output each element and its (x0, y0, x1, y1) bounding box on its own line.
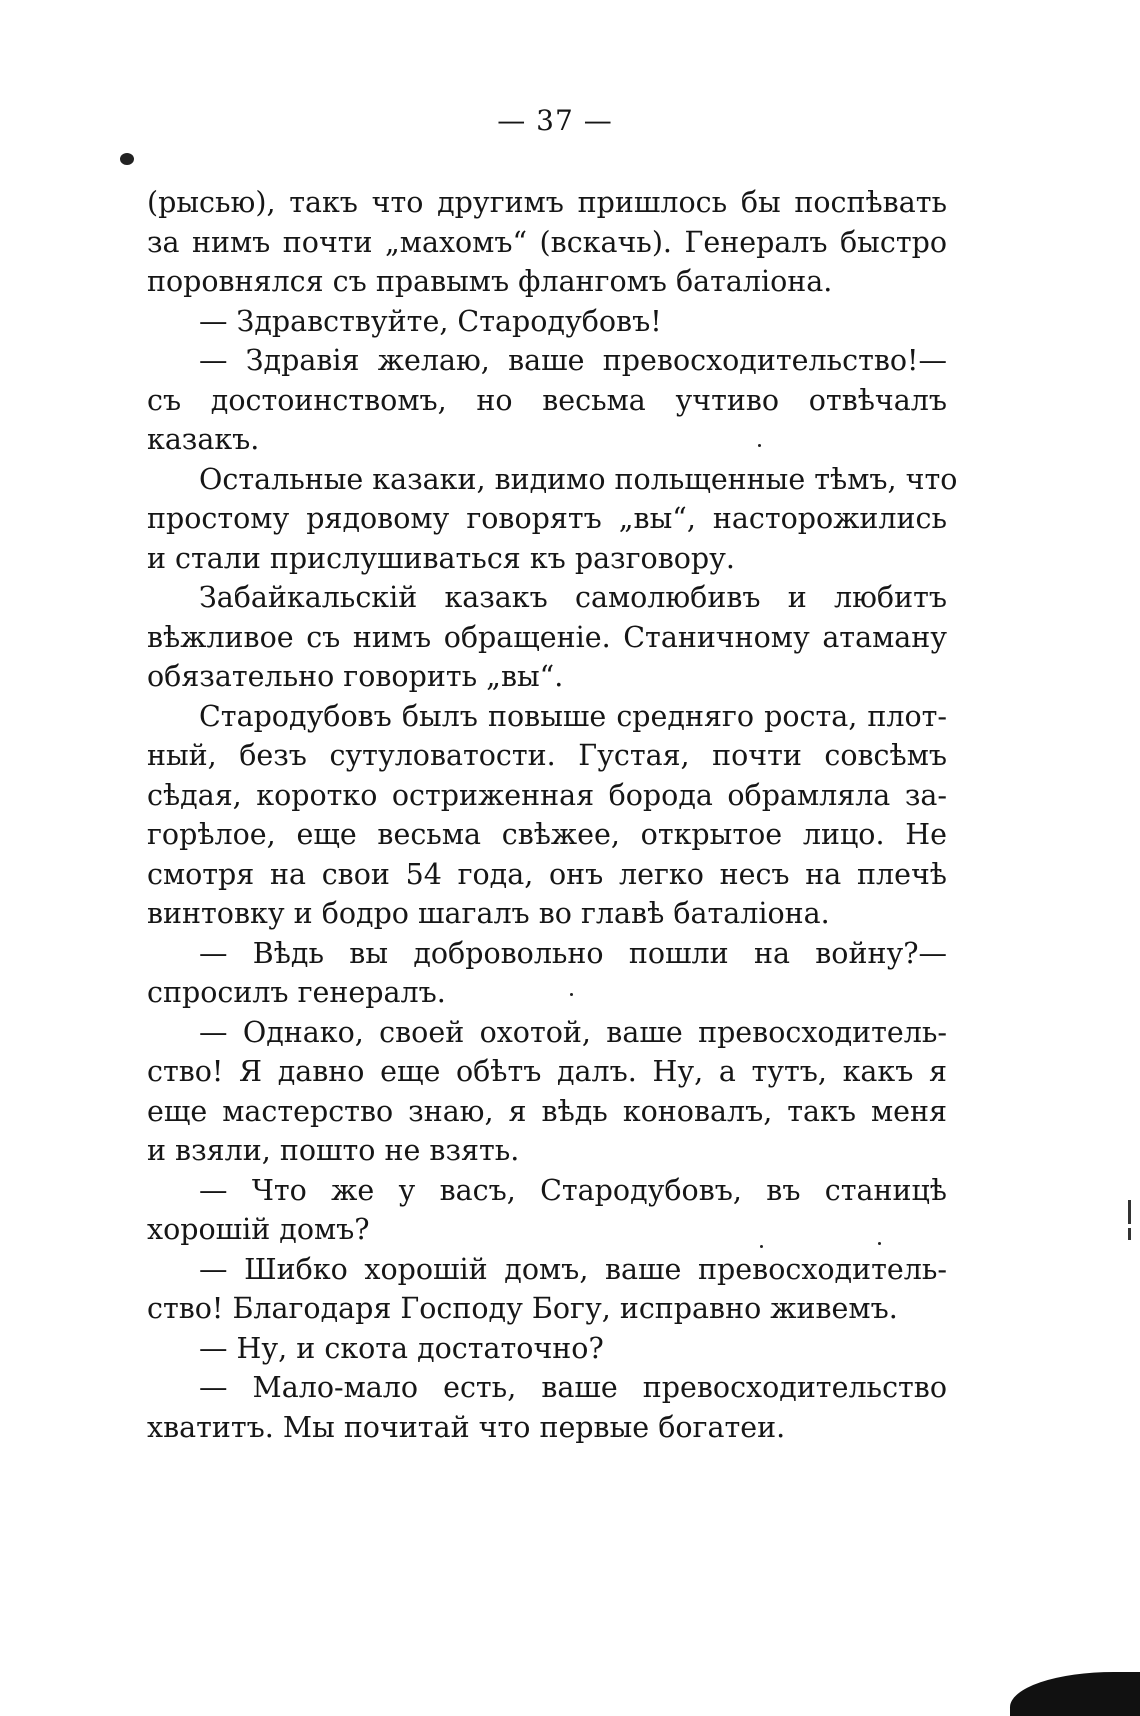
text-line: винтовку и бодро шагалъ во главѣ баталіона. (147, 897, 830, 930)
text-line: простому рядовому говорятъ „вы“, насторожились (147, 502, 947, 535)
text-line: спросилъ генералъ. (147, 976, 446, 1009)
ink-blot (1010, 1672, 1140, 1716)
text-line: сѣдая, коротко остриженная борода обрамляла за- (147, 778, 947, 812)
text-line: — Вѣдь вы добровольно пошли на войну?— (199, 936, 947, 970)
text-line: обязательно говорить „вы“. (147, 660, 564, 693)
text-line: — Однако, своей охотой, ваше превосходитель- (199, 1015, 947, 1049)
ink-speck (758, 444, 761, 447)
body-text (147, 183, 958, 1447)
text-line: хватитъ. Мы почитай что первые богатеи. (147, 1410, 786, 1444)
text-line: еще мастерство знаю, я вѣдь коновалъ, такъ меня (147, 1094, 947, 1128)
text-line: смотря на свои 54 года, онъ легко несъ на плечѣ (147, 857, 947, 891)
text-line: Остальные казаки, видимо польщенные тѣмъ, что (199, 462, 958, 496)
text-line: ство! Благодаря Господу Богу, исправно живемъ. (147, 1292, 898, 1325)
edge-mark (1128, 1200, 1131, 1224)
text-line: — Шибко хорошій домъ, ваше превосходитель- (199, 1252, 947, 1286)
page-number: — 37 — (497, 104, 613, 137)
text-line: вѣжливое съ нимъ обращеніе. Станичному атаману (147, 620, 947, 654)
ink-speck (570, 993, 573, 996)
text-line: — Что же у васъ, Стародубовъ, въ станицѣ (199, 1173, 947, 1207)
ink-speck (760, 1245, 763, 1248)
text-line: (рысью), такъ что другимъ пришлось бы поспѣвать (147, 186, 947, 219)
text-line: хорошій домъ? (147, 1213, 370, 1246)
text-line: и взяли, пошто не взять. (147, 1134, 520, 1167)
text-line: — Ну, и скота достаточно? (199, 1331, 604, 1365)
text-line: ный, безъ сутуловатости. Густая, почти совсѣмъ (147, 739, 947, 772)
text-line: поровнялся съ правымъ флангомъ баталіона. (147, 265, 833, 298)
text-line: — Мало-мало есть, ваше превосходительство (199, 1371, 947, 1404)
text-line: Стародубовъ былъ повыше средняго роста, плот- (199, 699, 947, 733)
text-line: ство! Я давно еще обѣтъ далъ. Ну, а тутъ, какъ я (147, 1055, 947, 1088)
text-line: — Здравствуйте, Стародубовъ! (199, 304, 662, 338)
ink-speck (878, 1242, 881, 1245)
text-line: — Здравія желаю, ваше превосходительство!— (199, 344, 947, 377)
text-line: за нимъ почти „махомъ“ (вскачь). Генералъ быстро (147, 225, 947, 259)
edge-mark (1128, 1228, 1131, 1240)
text-line: казакъ. (147, 423, 260, 456)
ink-speck (120, 153, 134, 165)
text-line: Забайкальскій казакъ самолюбивъ и любитъ (199, 581, 947, 614)
text-line: горѣлое, еще весьма свѣжее, открытое лицо. Не (147, 818, 947, 851)
text-line: съ достоинствомъ, но весьма учтиво отвѣчалъ (147, 383, 947, 417)
text-line: и стали прислушиваться къ разговору. (147, 541, 735, 575)
